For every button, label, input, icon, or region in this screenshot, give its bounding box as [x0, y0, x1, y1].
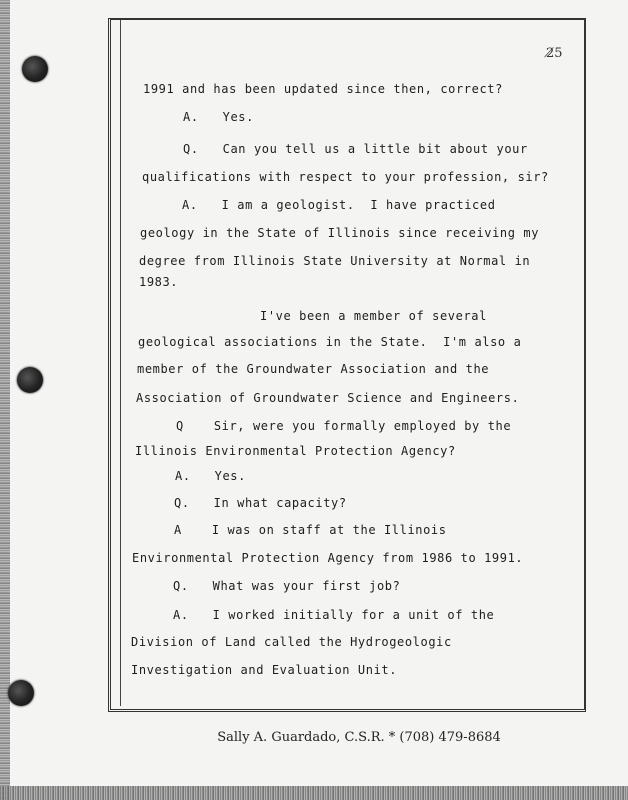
transcript-line: geology in the State of Illinois since receiving my: [140, 226, 540, 240]
transcript-line: geological associations in the State. I'm also a: [138, 335, 522, 349]
transcript-line: Q. Can you tell us a little bit about your: [183, 142, 528, 156]
question-label: Q.: [183, 142, 199, 156]
transcript-line: Investigation and Evaluation Unit.: [131, 663, 398, 677]
transcript-line: qualifications with respect to your profession, sir?: [142, 170, 549, 184]
transcript-line: I've been a member of several: [260, 309, 487, 323]
binder-hole-middle: [17, 367, 43, 393]
transcript-line: Illinois Environmental Protection Agency?: [135, 444, 456, 458]
question-label: Q: [176, 419, 184, 433]
transcript-line: Q. In what capacity?: [174, 496, 347, 510]
margin-rule: [120, 20, 121, 706]
question-label: Q.: [173, 579, 189, 593]
transcript-line: 1991 and has been updated since then, correct?: [143, 82, 503, 96]
transcript-line: 1983.: [139, 275, 179, 289]
scan-edge-bottom: [0, 786, 628, 800]
transcript-line: member of the Groundwater Association and the: [137, 362, 490, 376]
transcript-line: Q. What was your first job?: [173, 579, 401, 593]
transcript-line: A I was on staff at the Illinois: [174, 523, 447, 537]
transcript-line: Q Sir, were you formally employed by the: [176, 419, 512, 433]
transcript-line: Division of Land called the Hydrogeologic: [131, 635, 452, 649]
transcript-line: A. Yes.: [175, 469, 246, 483]
answer-label: A.: [183, 110, 199, 124]
page-number: 2̸5: [546, 46, 563, 61]
scan-edge-left: [0, 0, 10, 800]
transcript-line: degree from Illinois State University at Normal in: [139, 254, 531, 268]
answer-label: A.: [175, 469, 191, 483]
answer-label: A.: [182, 198, 198, 212]
binder-hole-top: [22, 56, 48, 82]
transcript-line: A. Yes.: [183, 110, 254, 124]
transcript-line: A. I am a geologist. I have practiced: [182, 198, 496, 212]
question-label: Q.: [174, 496, 190, 510]
transcript-line: A. I worked initially for a unit of the: [173, 608, 495, 622]
transcript-line: Environmental Protection Agency from 1986 to 1991.: [132, 551, 524, 565]
transcript-line: Association of Groundwater Science and Engineers.: [136, 391, 520, 405]
court-reporter-footer: Sally A. Guardado, C.S.R. * (708) 479-8684: [217, 730, 501, 745]
answer-label: A: [174, 523, 182, 537]
binder-hole-bottom: [8, 680, 34, 706]
answer-label: A.: [173, 608, 189, 622]
